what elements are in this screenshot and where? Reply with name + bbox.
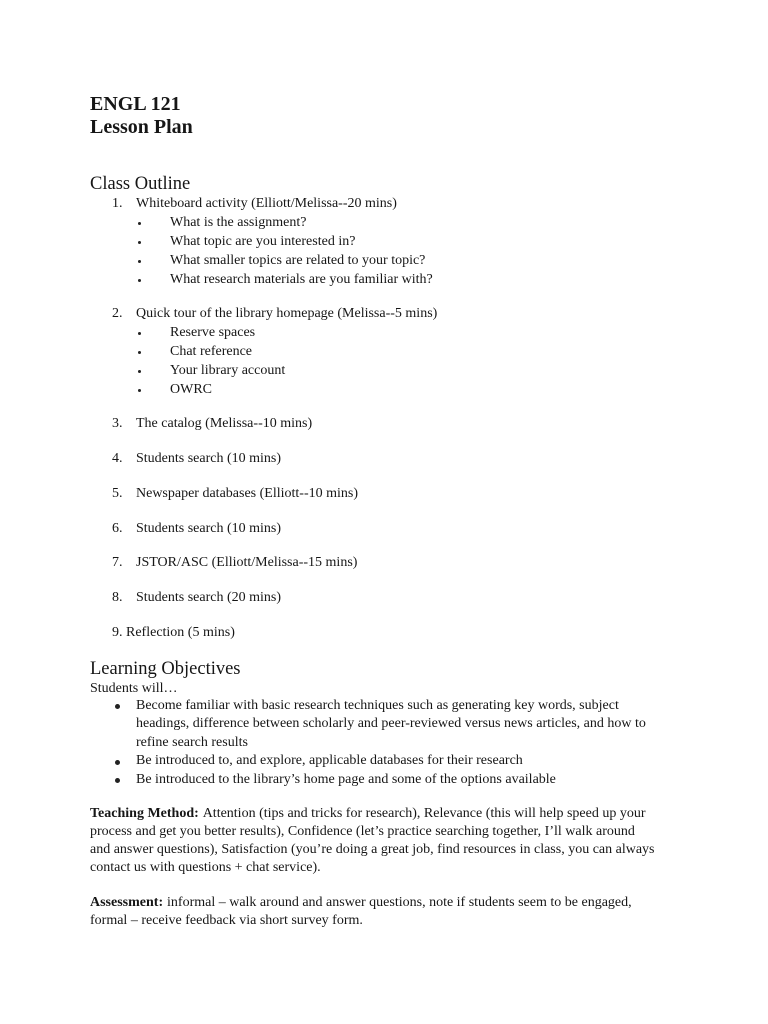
objective-text-line: refine search results	[136, 734, 248, 750]
paragraph-text: Attention (tips and tricks for research), Relevance (this will help speed up your	[202, 805, 646, 821]
outline-subitem	[90, 213, 730, 232]
outline-item-text: Quick tour of the library homepage (Melissa--5 mins)	[136, 305, 438, 321]
objective-text-line: headings, difference between scholarly and peer-reviewed versus news articles, and how to	[136, 716, 646, 732]
outline-item-row	[90, 194, 730, 213]
outline-item-number: 2.	[112, 305, 123, 321]
bullet-icon	[115, 760, 120, 765]
outline-item-number: 3.	[112, 416, 123, 432]
outline-item-row	[90, 304, 730, 323]
outline-item-text: JSTOR/ASC (Elliott/Melissa--15 mins)	[136, 555, 358, 571]
objective-item	[90, 752, 730, 771]
outline-item	[90, 449, 730, 468]
outline-subitem	[90, 380, 730, 399]
document-title: Lesson Plan	[90, 116, 193, 138]
outline-item-text: Whiteboard activity (Elliott/Melissa--20 mins)	[136, 195, 397, 211]
outline-item-row	[90, 553, 730, 572]
paragraph-line	[90, 894, 730, 912]
outline-item-text: Students search (10 mins)	[136, 451, 282, 467]
bullet-icon	[138, 351, 141, 354]
outline-subitem-text: What smaller topics are related to your topic?	[170, 252, 426, 268]
outline-closing-item: 9. Reflection (5 mins)	[112, 625, 235, 641]
course-code: ENGL 121	[90, 93, 181, 115]
outline-subitem	[90, 342, 730, 361]
outline-subitem	[90, 251, 730, 270]
outline-item	[90, 588, 730, 607]
outline-item-text: The catalog (Melissa--10 mins)	[136, 416, 313, 432]
paragraph-text: informal – walk around and answer questions, note if students seem to be engaged,	[167, 894, 632, 910]
outline-subitem	[90, 270, 730, 289]
objectives-intro: Students will…	[90, 680, 178, 696]
bullet-icon	[138, 260, 141, 263]
outline-item-number: 5.	[112, 485, 123, 501]
paragraph-line	[90, 805, 730, 823]
bullet-icon	[115, 704, 120, 709]
class-outline-heading: Class Outline	[90, 173, 191, 194]
paragraph-line: contact us with questions + chat service).	[90, 859, 321, 875]
outline-subitem-text: Reserve spaces	[170, 324, 256, 340]
outline-item-text: Students search (10 mins)	[136, 520, 282, 536]
bullet-icon	[138, 370, 141, 373]
bullet-icon	[138, 222, 141, 225]
outline-item-number: 6.	[112, 520, 123, 536]
bullet-icon	[138, 279, 141, 282]
outline-item-number: 8.	[112, 590, 123, 606]
outline-subitem-text: Chat reference	[170, 343, 252, 359]
bullet-icon	[138, 241, 141, 244]
learning-objectives-heading: Learning Objectives	[90, 658, 241, 679]
objective-item	[90, 771, 730, 790]
outline-subitem-text: What research materials are you familiar with?	[170, 271, 433, 287]
outline-subitem	[90, 232, 730, 251]
outline-item	[90, 484, 730, 503]
class-outline-list	[90, 194, 730, 643]
outline-item	[90, 519, 730, 538]
paragraph-line: process and get you better results), Confidence (let’s practice searching together, I’ll walk around	[90, 823, 635, 839]
paragraph-line: formal – receive feedback via short survey form.	[90, 912, 363, 928]
outline-item-text: Newspaper databases (Elliott--10 mins)	[136, 485, 358, 501]
objective-item	[90, 697, 730, 753]
teaching-method-label: Teaching Method:	[90, 805, 199, 821]
outline-item-row	[90, 484, 730, 503]
outline-subitem	[90, 361, 730, 380]
objective-text-line: Be introduced to the library’s home page and some of the options available	[136, 771, 556, 787]
outline-item	[90, 553, 730, 572]
assessment-label: Assessment:	[90, 894, 164, 910]
paragraph-line: and answer questions), Satisfaction (you’re doing a great job, find resources in class, you can always	[90, 841, 655, 857]
objective-text-line: Become familiar with basic research techniques such as generating key words, subject	[136, 697, 619, 713]
bullet-icon	[138, 389, 141, 392]
outline-item-number: 1.	[112, 195, 123, 211]
outline-item-row	[90, 449, 730, 468]
outline-item-number: 7.	[112, 555, 123, 571]
document-header	[90, 93, 730, 139]
assessment-paragraph	[90, 894, 730, 930]
outline-subitem-text: What is the assignment?	[170, 214, 307, 230]
outline-item	[90, 414, 730, 433]
outline-item-row	[90, 519, 730, 538]
bullet-icon	[138, 332, 141, 335]
outline-item	[90, 194, 730, 289]
outline-item-text: Students search (20 mins)	[136, 590, 282, 606]
objective-text-line: Be introduced to, and explore, applicable databases for their research	[136, 753, 523, 769]
lesson-plan-document	[90, 93, 730, 930]
outline-item-row	[90, 414, 730, 433]
objectives-list	[90, 697, 730, 790]
outline-item	[90, 304, 730, 399]
outline-subitem	[90, 323, 730, 342]
outline-subitem-text: OWRC	[170, 381, 212, 397]
outline-subitem-text: Your library account	[170, 362, 286, 378]
outline-item-row	[90, 588, 730, 607]
bullet-icon	[115, 778, 120, 783]
teaching-method-paragraph	[90, 805, 730, 877]
outline-item-number: 4.	[112, 451, 123, 467]
outline-subitem-text: What topic are you interested in?	[170, 233, 356, 249]
